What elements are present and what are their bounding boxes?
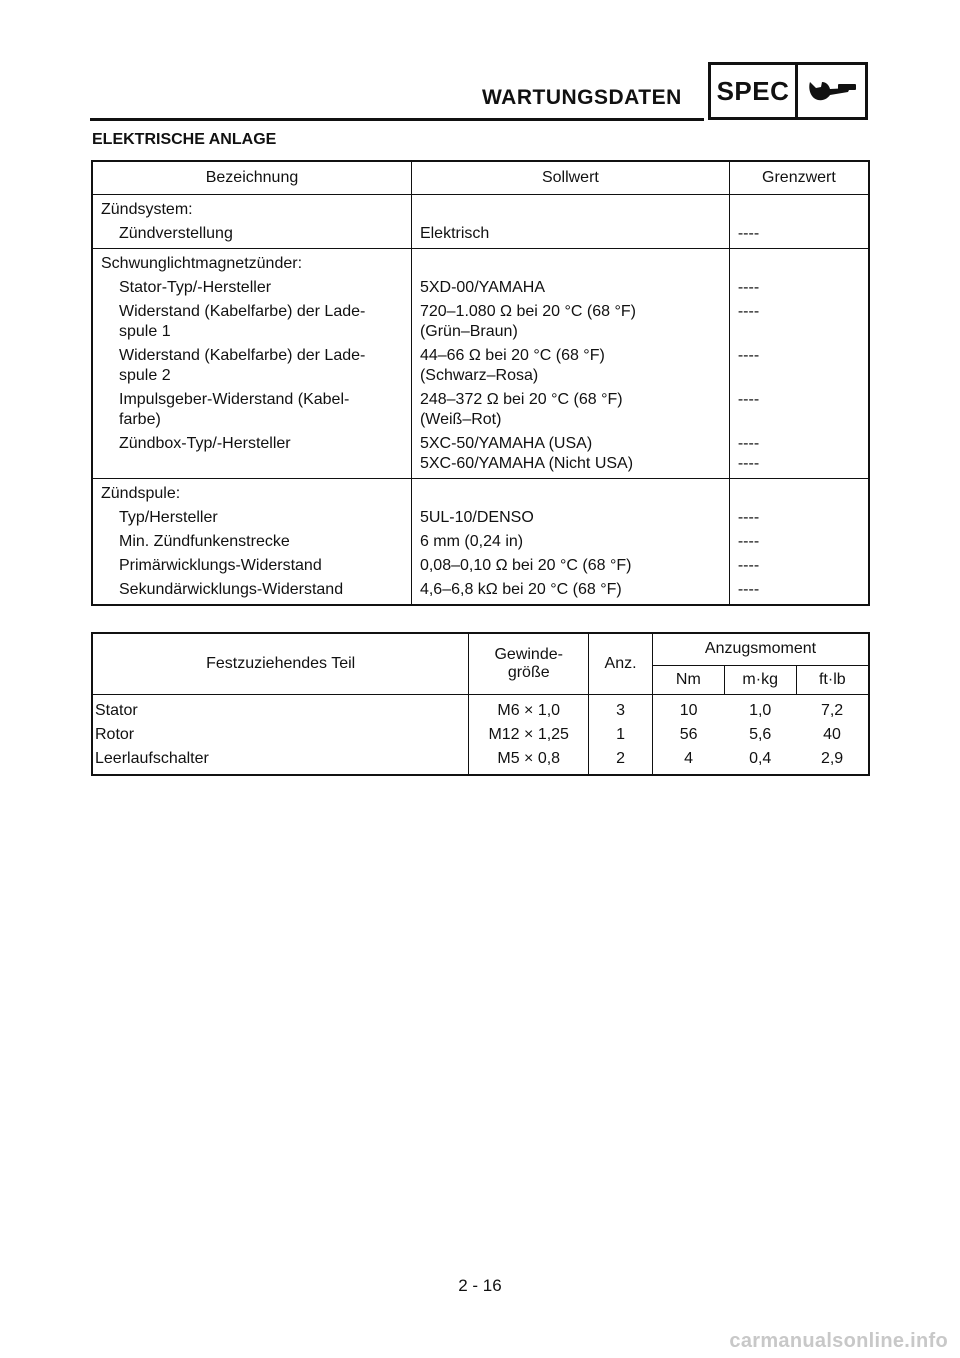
spec-group-title: Schwunglichtmagnetzünder: bbox=[101, 255, 303, 272]
spec-value: 6 mm (0,24 in) bbox=[411, 530, 729, 554]
spec-value: Elektrisch bbox=[411, 222, 729, 249]
spec-value: 5XD-00/YAMAHA bbox=[411, 276, 729, 300]
torque-mkg: 1,0 bbox=[749, 702, 772, 719]
spec-limit: ---- bbox=[729, 276, 869, 300]
header-part: Festzuziehendes Teil bbox=[92, 633, 469, 695]
header-grenzwert: Grenzwert bbox=[729, 161, 869, 195]
header-sollwert: Sollwert bbox=[411, 161, 729, 195]
header-nm: Nm bbox=[652, 665, 724, 694]
page-header-title: WARTUNGSDATEN bbox=[482, 86, 682, 109]
spec-row bbox=[92, 578, 869, 605]
empty-cell bbox=[411, 249, 729, 277]
torque-part: Leerlaufschalter bbox=[95, 750, 209, 767]
spec-limit: ---- bbox=[729, 344, 869, 388]
spec-group-title: Zündspule: bbox=[101, 485, 181, 502]
empty-cell bbox=[411, 479, 729, 507]
torque-ftlb: 2,9 bbox=[820, 750, 844, 767]
spec-value: 720–1.080 Ω bei 20 °C (68 °F) (Grün–Braun) bbox=[411, 300, 729, 344]
spec-limit: ---- bbox=[729, 300, 869, 344]
spec-limit: ---- bbox=[729, 222, 869, 249]
header-qty: Anz. bbox=[589, 633, 653, 695]
spec-value: 4,6–6,8 kΩ bei 20 °C (68 °F) bbox=[411, 578, 729, 605]
spec-group-title-row bbox=[92, 479, 869, 507]
spec-row bbox=[92, 554, 869, 578]
torque-row bbox=[92, 747, 869, 775]
spec-group bbox=[92, 479, 869, 606]
spec-name: Sekundärwicklungs-Widerstand bbox=[119, 581, 344, 598]
page-number: 2 - 16 bbox=[458, 1276, 502, 1295]
torque-table bbox=[91, 632, 870, 776]
spec-group bbox=[92, 249, 869, 479]
section-title: ELEKTRISCHE ANLAGE bbox=[92, 131, 277, 148]
torque-part: Rotor bbox=[95, 726, 135, 743]
spec-value: 0,08–0,10 Ω bei 20 °C (68 °F) bbox=[411, 554, 729, 578]
electrical-spec-table bbox=[91, 160, 870, 606]
empty-cell bbox=[729, 195, 869, 223]
spec-value: 5XC-50/YAMAHA (USA) 5XC-60/YAMAHA (Nicht USA) bbox=[411, 432, 729, 479]
torque-mkg: 0,4 bbox=[749, 750, 772, 767]
torque-row bbox=[92, 695, 869, 724]
spec-limit: ---- bbox=[729, 388, 869, 432]
spec-limit: ---- bbox=[729, 578, 869, 605]
torque-thread: M5 × 0,8 bbox=[469, 747, 589, 775]
spec-name: Widerstand (Kabelfarbe) der Lade- spule 2 bbox=[119, 347, 366, 384]
spec-row bbox=[92, 300, 869, 344]
spec-group-title-row bbox=[92, 249, 869, 277]
torque-rows bbox=[92, 695, 869, 776]
spec-row bbox=[92, 344, 869, 388]
header-ftlb: ft·lb bbox=[796, 665, 869, 694]
header-mkg: m·kg bbox=[724, 665, 796, 694]
spec-row bbox=[92, 506, 869, 530]
header-torque: Anzugsmoment bbox=[652, 633, 869, 665]
spec-row bbox=[92, 222, 869, 249]
torque-nm: 4 bbox=[652, 747, 724, 775]
spec-badge-label: SPEC bbox=[711, 65, 798, 117]
spec-name: Zündbox-Typ/-Hersteller bbox=[119, 435, 291, 452]
header-rule bbox=[90, 118, 704, 121]
spec-name: Min. Zündfunkenstrecke bbox=[119, 533, 290, 550]
spec-limit: ---- bbox=[729, 530, 869, 554]
spec-row bbox=[92, 530, 869, 554]
spec-row bbox=[92, 388, 869, 432]
torque-thread: M6 × 1,0 bbox=[469, 695, 589, 724]
empty-cell bbox=[411, 195, 729, 223]
spec-limit: ---- ---- bbox=[729, 432, 869, 479]
spec-name: Impulsgeber-Widerstand (Kabel- farbe) bbox=[119, 391, 350, 428]
torque-thread: M12 × 1,25 bbox=[469, 723, 589, 747]
spec-name: Zündverstellung bbox=[119, 225, 233, 242]
spec-name: Primärwicklungs-Widerstand bbox=[119, 557, 322, 574]
spec-value: 248–372 Ω bei 20 °C (68 °F) (Weiß–Rot) bbox=[411, 388, 729, 432]
spec-row bbox=[92, 276, 869, 300]
header-thread: Gewinde- größe bbox=[469, 633, 589, 695]
torque-nm: 10 bbox=[652, 695, 724, 724]
spec-name: Typ/Hersteller bbox=[119, 509, 218, 526]
spec-table-header-row bbox=[92, 161, 869, 195]
empty-cell bbox=[729, 249, 869, 277]
spec-badge bbox=[708, 62, 868, 120]
spec-row bbox=[92, 432, 869, 479]
spec-value: 5UL-10/DENSO bbox=[411, 506, 729, 530]
spec-name: Stator-Typ/-Hersteller bbox=[119, 279, 272, 296]
spec-limit: ---- bbox=[729, 554, 869, 578]
watermark-text: carmanualsonline.info bbox=[729, 1330, 948, 1352]
spec-value: 44–66 Ω bei 20 °C (68 °F) (Schwarz–Rosa) bbox=[411, 344, 729, 388]
torque-row bbox=[92, 723, 869, 747]
torque-mkg: 5,6 bbox=[749, 726, 772, 743]
spec-limit: ---- bbox=[729, 506, 869, 530]
spec-group-title-row bbox=[92, 195, 869, 223]
torque-nm: 56 bbox=[652, 723, 724, 747]
torque-ftlb: 40 bbox=[823, 726, 841, 743]
torque-qty: 2 bbox=[589, 747, 653, 775]
wrench-icon bbox=[798, 65, 865, 117]
empty-cell bbox=[729, 479, 869, 507]
torque-ftlb: 7,2 bbox=[820, 702, 844, 719]
torque-part: Stator bbox=[95, 702, 138, 719]
torque-qty: 1 bbox=[589, 723, 653, 747]
spec-group-title: Zündsystem: bbox=[101, 201, 193, 218]
spec-name: Widerstand (Kabelfarbe) der Lade- spule 1 bbox=[119, 303, 366, 340]
header-bezeichnung: Bezeichnung bbox=[92, 161, 411, 195]
spec-group bbox=[92, 195, 869, 249]
torque-qty: 3 bbox=[589, 695, 653, 724]
